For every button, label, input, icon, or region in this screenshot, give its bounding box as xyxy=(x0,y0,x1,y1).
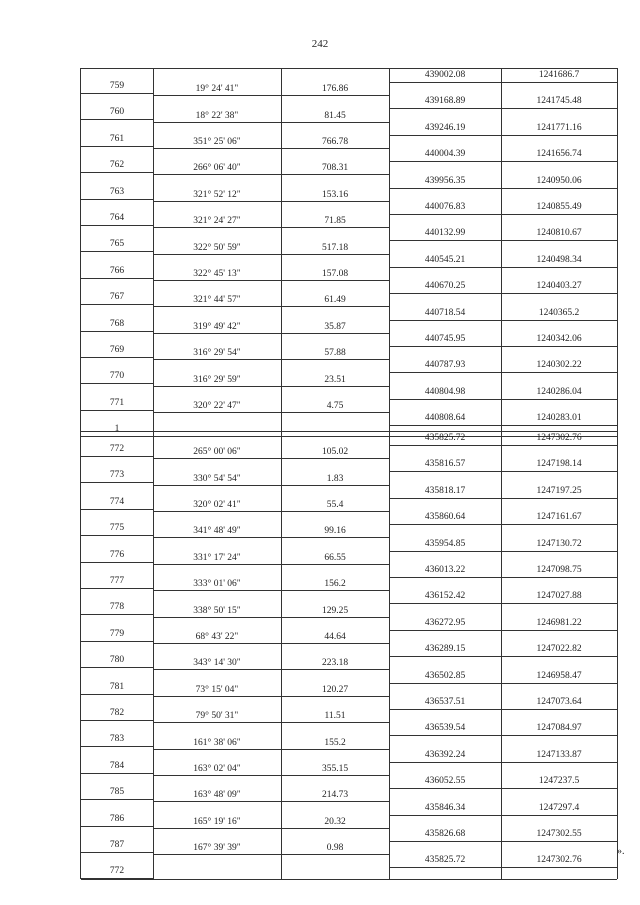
coordinate-x: 435818.17 xyxy=(424,485,466,496)
leg-row xyxy=(81,444,617,469)
direction-angle: 19° 24' 41" xyxy=(195,84,239,95)
coordinate-x: 440804.98 xyxy=(424,386,466,397)
coordinate-y: 1247130.72 xyxy=(536,538,582,549)
point-number: 759 xyxy=(109,81,125,91)
point-number: 767 xyxy=(109,292,125,303)
direction-angle: 165° 19' 16" xyxy=(193,816,241,827)
leg-distance: 214.73 xyxy=(321,790,349,801)
direction-angle: 322° 50' 59" xyxy=(193,242,241,253)
coordinate-x: 435954.85 xyxy=(424,538,466,549)
row-separator xyxy=(153,485,389,486)
leg-row xyxy=(81,603,617,628)
row-separator xyxy=(153,749,389,750)
direction-angle: 266° 06' 40" xyxy=(193,163,241,174)
leg-row xyxy=(81,497,617,522)
leg-row xyxy=(81,629,617,654)
point-number: 765 xyxy=(109,239,125,250)
leg-distance: 81.45 xyxy=(324,110,346,121)
leg-distance: 55.4 xyxy=(326,500,344,510)
leg-row xyxy=(81,134,617,159)
row-separator xyxy=(153,511,389,512)
point-number: 766 xyxy=(109,265,125,276)
coordinate-x: 436539.54 xyxy=(424,723,466,734)
leg-row xyxy=(81,523,617,548)
point-number: 769 xyxy=(109,345,125,355)
row-separator xyxy=(153,537,389,538)
point-number: 782 xyxy=(109,708,125,718)
direction-angle: 321° 52' 12" xyxy=(193,189,241,200)
direction-angle: 79° 50' 31" xyxy=(195,711,239,722)
leg-row xyxy=(81,682,617,707)
coordinate-x: 435825.72 xyxy=(424,855,466,866)
row-separator xyxy=(153,412,389,413)
coordinate-y: 1247198.14 xyxy=(536,459,582,470)
leg-row xyxy=(81,708,617,733)
leg-distance: 105.02 xyxy=(321,447,349,458)
leg-row xyxy=(81,372,617,397)
leg-row xyxy=(81,576,617,601)
leg-row xyxy=(81,187,617,212)
direction-angle: 338° 50' 15" xyxy=(193,605,241,616)
coordinate-x: 436052.55 xyxy=(424,776,466,787)
coordinate-y: 1247133.87 xyxy=(536,749,582,760)
coordinate-y: 1247302.76 xyxy=(536,433,582,443)
coordinate-x: 436502.85 xyxy=(424,670,466,681)
direction-angle: 316° 29' 54" xyxy=(193,348,241,359)
row-separator xyxy=(389,425,617,426)
coordinate-y: 1247297.4 xyxy=(538,802,580,813)
leg-distance: 156.2 xyxy=(324,579,346,590)
leg-distance: 20.32 xyxy=(324,816,346,827)
point-number: 785 xyxy=(109,787,125,798)
point-number: 776 xyxy=(109,549,125,560)
direction-angle: 161° 38' 06" xyxy=(193,737,241,748)
leg-row xyxy=(81,240,617,265)
coordinate-y: 1240283.01 xyxy=(536,413,582,424)
direction-angle: 319° 49' 42" xyxy=(193,321,241,332)
direction-angle: 18° 22' 38" xyxy=(195,110,239,121)
coordinate-x: 439168.89 xyxy=(424,96,466,107)
leg-distance: 0.98 xyxy=(326,843,344,854)
direction-angle: 330° 54' 54" xyxy=(193,473,241,484)
row-separator xyxy=(153,148,389,149)
direction-angle: 351° 25' 06" xyxy=(193,137,241,147)
leg-row xyxy=(81,398,617,423)
row-separator xyxy=(153,201,389,202)
coordinate-y: 1247302.55 xyxy=(536,829,582,839)
coordinate-y: 1240286.04 xyxy=(536,386,582,397)
direction-angle: 73° 15' 04" xyxy=(195,684,239,695)
page-number: 242 xyxy=(311,38,329,50)
leg-distance: 44.64 xyxy=(324,632,346,642)
point-number: 760 xyxy=(109,107,125,118)
row-separator xyxy=(153,95,389,96)
direction-angle: 167° 39' 39" xyxy=(193,843,241,854)
coordinate-x: 435826.68 xyxy=(424,829,466,839)
coordinate-x: 436392.24 xyxy=(424,749,466,760)
coordinate-y: 1240342.06 xyxy=(536,334,582,344)
row-separator xyxy=(153,775,389,776)
coordinate-x: 436152.42 xyxy=(424,591,466,602)
coordinate-x: 440076.83 xyxy=(424,202,466,212)
table-bottom-border xyxy=(81,879,617,880)
leg-distance: 120.27 xyxy=(321,684,349,695)
coordinate-y: 1240498.34 xyxy=(536,254,582,265)
leg-row xyxy=(81,655,617,680)
coordinate-y: 1247022.82 xyxy=(536,644,582,655)
coordinate-x: 439956.35 xyxy=(424,175,466,186)
direction-angle: 341° 48' 49" xyxy=(193,526,241,537)
closing-quote-mark: ». xyxy=(617,846,625,857)
coordinate-y: 1247237.5 xyxy=(538,776,580,787)
leg-row xyxy=(81,735,617,760)
direction-angle: 316° 29' 59" xyxy=(193,374,241,385)
point-number: 786 xyxy=(109,813,125,824)
point-number: 764 xyxy=(109,213,125,223)
leg-distance: 517.18 xyxy=(321,242,349,253)
coordinate-y: 1240302.22 xyxy=(536,360,582,371)
row-separator xyxy=(153,359,389,360)
coordinate-y: 1240950.06 xyxy=(536,175,582,186)
point-number: 763 xyxy=(109,186,125,197)
direction-angle: 320° 22' 47" xyxy=(193,401,241,411)
coordinate-x: 440745.95 xyxy=(424,334,466,344)
point-number: 775 xyxy=(109,523,125,534)
coordinate-y: 1241745.48 xyxy=(536,96,582,107)
point-number: 772 xyxy=(109,444,125,454)
coordinate-y: 1240810.67 xyxy=(536,228,582,239)
leg-distance: 223.18 xyxy=(321,658,349,669)
coordinate-y: 1247098.75 xyxy=(536,565,582,575)
direction-angle: 163° 48' 09" xyxy=(193,790,241,801)
coordinate-x: 435860.64 xyxy=(424,512,466,523)
coordinate-y: 1240403.27 xyxy=(536,281,582,292)
point-number: 772 xyxy=(109,866,125,877)
coordinate-x: 436013.22 xyxy=(424,565,466,575)
coordinate-y: 1246981.22 xyxy=(536,617,582,628)
leg-distance: 708.31 xyxy=(321,163,349,174)
coordinate-x: 440670.25 xyxy=(424,281,466,292)
point-number: 787 xyxy=(109,840,125,850)
leg-distance: 155.2 xyxy=(324,737,346,748)
direction-angle: 333° 01' 06" xyxy=(193,579,241,590)
point-number: 781 xyxy=(109,681,125,692)
coordinate-y: 1247084.97 xyxy=(536,723,582,734)
coordinate-y: 1241771.16 xyxy=(536,122,582,133)
row-separator xyxy=(153,174,389,175)
coordinate-x: 435816.57 xyxy=(424,459,466,470)
leg-row xyxy=(81,761,617,786)
row-separator xyxy=(153,564,389,565)
coordinate-x: 440808.64 xyxy=(424,413,466,424)
coordinate-x: 436537.51 xyxy=(424,697,466,707)
point-number: 768 xyxy=(109,318,125,329)
coordinate-x: 440004.39 xyxy=(424,149,466,160)
leg-row xyxy=(81,787,617,812)
point-number: 761 xyxy=(109,133,125,144)
direction-angle: 343° 14' 30" xyxy=(193,658,241,669)
leg-distance: 66.55 xyxy=(324,552,346,563)
direction-angle: 320° 02' 41" xyxy=(193,500,241,510)
leg-row xyxy=(81,345,617,370)
row-separator xyxy=(153,669,389,670)
row-separator xyxy=(153,590,389,591)
row-separator xyxy=(153,617,389,618)
direction-angle: 331° 17' 24" xyxy=(193,552,241,563)
direction-angle: 321° 24' 27" xyxy=(193,216,241,227)
point-number: 1 xyxy=(114,424,120,435)
leg-row xyxy=(81,319,617,344)
leg-row xyxy=(81,160,617,185)
leg-row xyxy=(81,213,617,238)
row-separator xyxy=(153,386,389,387)
leg-distance: 153.16 xyxy=(321,189,349,200)
coordinate-y: 1241656.74 xyxy=(536,149,582,160)
coordinate-x: 439246.19 xyxy=(424,122,466,133)
coordinate-x: 440132.99 xyxy=(424,228,466,239)
leg-distance: 57.88 xyxy=(324,348,346,359)
leg-distance: 61.49 xyxy=(324,295,346,306)
row-separator xyxy=(153,854,389,855)
row-separator xyxy=(153,828,389,829)
coordinate-y: 1247027.88 xyxy=(536,591,582,602)
coordinate-x: 436272.95 xyxy=(424,617,466,628)
direction-angle: 163° 02' 04" xyxy=(193,764,241,774)
coordinates-table-section-2 xyxy=(80,431,618,879)
coordinate-x: 440545.21 xyxy=(424,254,466,265)
leg-row xyxy=(81,81,617,106)
leg-distance: 4.75 xyxy=(326,401,344,411)
point-number: 783 xyxy=(109,734,125,745)
coordinate-y: 1240365.2 xyxy=(538,307,580,318)
row-separator xyxy=(153,643,389,644)
row-separator xyxy=(153,122,389,123)
leg-distance: 23.51 xyxy=(324,374,346,385)
row-separator xyxy=(153,458,389,459)
coordinate-y: 1247161.67 xyxy=(536,512,582,523)
point-number: 777 xyxy=(109,576,125,586)
point-number: 779 xyxy=(109,628,125,639)
row-separator xyxy=(153,801,389,802)
leg-row xyxy=(81,108,617,133)
coordinate-y: 1241686.7 xyxy=(538,70,580,80)
point-number: 773 xyxy=(109,470,125,481)
coordinate-x: 440787.93 xyxy=(424,360,466,371)
direction-angle: 322° 45' 13" xyxy=(193,269,241,279)
coordinate-x: 439002.08 xyxy=(424,70,466,80)
coordinate-x: 440718.54 xyxy=(424,307,466,318)
leg-row xyxy=(81,266,617,291)
coordinate-y: 1246958.47 xyxy=(536,670,582,681)
point-number: 774 xyxy=(109,496,125,507)
leg-distance: 157.08 xyxy=(321,269,349,279)
leg-distance: 99.16 xyxy=(324,526,346,537)
leg-distance: 11.51 xyxy=(324,711,346,722)
row-separator xyxy=(153,696,389,697)
point-number: 762 xyxy=(109,160,125,171)
row-separator xyxy=(389,867,617,868)
leg-distance: 1.83 xyxy=(326,473,344,484)
leg-row xyxy=(81,814,617,839)
leg-distance: 129.25 xyxy=(321,605,349,616)
coordinate-x: 435825.72 xyxy=(424,433,466,443)
leg-distance: 176.86 xyxy=(321,84,349,95)
direction-angle: 321° 44' 57" xyxy=(193,295,241,306)
row-separator xyxy=(153,254,389,255)
leg-row xyxy=(81,292,617,317)
row-separator xyxy=(153,227,389,228)
point-number: 770 xyxy=(109,371,125,382)
leg-distance: 355.15 xyxy=(321,764,349,774)
coordinate-y: 1247197.25 xyxy=(536,485,582,496)
leg-distance: 35.87 xyxy=(324,321,346,332)
coordinate-x: 436289.15 xyxy=(424,644,466,655)
point-number: 780 xyxy=(109,655,125,666)
leg-row xyxy=(81,471,617,496)
leg-distance: 71.85 xyxy=(324,216,346,227)
leg-row xyxy=(81,550,617,575)
row-separator xyxy=(153,306,389,307)
coordinates-table-section-1 xyxy=(80,68,618,436)
row-separator xyxy=(153,333,389,334)
coordinate-x: 435846.34 xyxy=(424,802,466,813)
point-number: 784 xyxy=(109,760,125,771)
row-separator xyxy=(153,722,389,723)
direction-angle: 68° 43' 22" xyxy=(195,632,239,642)
direction-angle: 265° 00' 06" xyxy=(193,447,241,458)
leg-distance: 766.78 xyxy=(321,137,349,147)
coordinate-y: 1240855.49 xyxy=(536,202,582,212)
coordinate-y: 1247073.64 xyxy=(536,697,582,707)
coordinate-y: 1247302.76 xyxy=(536,855,582,866)
point-number: 771 xyxy=(109,397,125,408)
point-number: 778 xyxy=(109,602,125,613)
leg-row xyxy=(81,840,617,865)
row-separator xyxy=(153,280,389,281)
